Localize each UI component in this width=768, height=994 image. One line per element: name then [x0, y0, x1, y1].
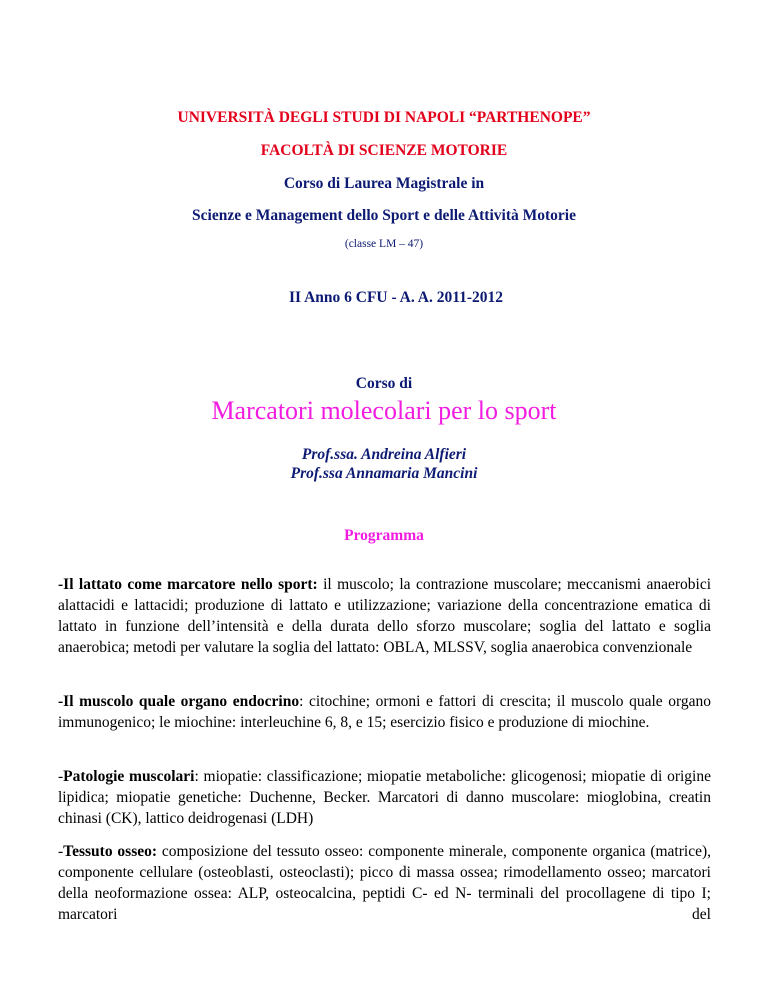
program-heading: Programma [344, 527, 424, 544]
year-info: II Anno 6 CFU - A. A. 2011-2012 [288, 289, 504, 306]
program-section-endocrine [58, 691, 711, 733]
section-lead-prefix: - [58, 843, 64, 860]
course-label: Corso di [355, 375, 413, 392]
university-name: UNIVERSITÀ DEGLI STUDI DI NAPOLI “PARTHENOPE” [177, 109, 591, 126]
class-code: (classe LM – 47) [344, 238, 424, 250]
section-lead: Tessuto osseo: [63, 843, 158, 860]
program-section-bone [58, 841, 711, 925]
section-text: il muscolo; la contrazione muscolare; meccanismi anaerobici alattacidi e lattacidi; produzione di lattato e utilizzazione; variazione della concentrazione ematica di lattato in funzione dell’intensità e della durata dello sforzo muscolare; soglia del lattato e soglia anaerobica; metodi per valutare la soglia del lattato: OBLA, MLSSV, soglia anaerobica convenzionale [58, 576, 712, 656]
degree-line-2: Scienze e Management dello Sport e delle Attività Motorie [192, 207, 576, 224]
section-lead: -Il lattato come marcatore nello sport: [58, 576, 318, 593]
section-text: : citochine; ormoni e fattori di crescita; il muscolo quale organo immunogenico; le miochine: interleuchine 6, 8, e 15; esercizio fisico e produzione di miochine. [58, 693, 712, 731]
professor-1: Prof.ssa. Andreina Alfieri [301, 446, 467, 463]
section-text: : miopatie: classificazione; miopatie metaboliche: glicogenosi; miopatie di origine lipidica; miopatie genetiche: Duchenne, Becker. Marcatori di danno muscolare: mioglobina, creatin chinasi (CK), lattico deidrogenasi (LDH) [58, 768, 711, 827]
section-lead: Patologie muscolari [63, 768, 195, 785]
professor-2: Prof.ssa Annamaria Mancini [290, 465, 478, 482]
degree-line-1: Corso di Laurea Magistrale in [283, 175, 485, 192]
section-lead: -Il muscolo quale organo endocrino [58, 693, 300, 710]
section-text: composizione del tessuto osseo: componente minerale, componente organica (matrice), componente cellulare (osteoblasti, osteoclasti); picco di massa ossea; rimodellamento osseo; marcatori della neoformazione ossea: ALP, osteocalcina, peptidi C- ed N- terminali del procollagene di tipo I; marcatori del [58, 843, 711, 923]
faculty-name: FACOLTÀ DI SCIENZE MOTORIE [260, 142, 508, 159]
course-title: Marcatori molecolari per lo sport [211, 396, 557, 425]
section-lead-prefix: - [58, 768, 64, 785]
program-section-lactate [58, 574, 711, 658]
program-section-pathologies [58, 766, 711, 829]
